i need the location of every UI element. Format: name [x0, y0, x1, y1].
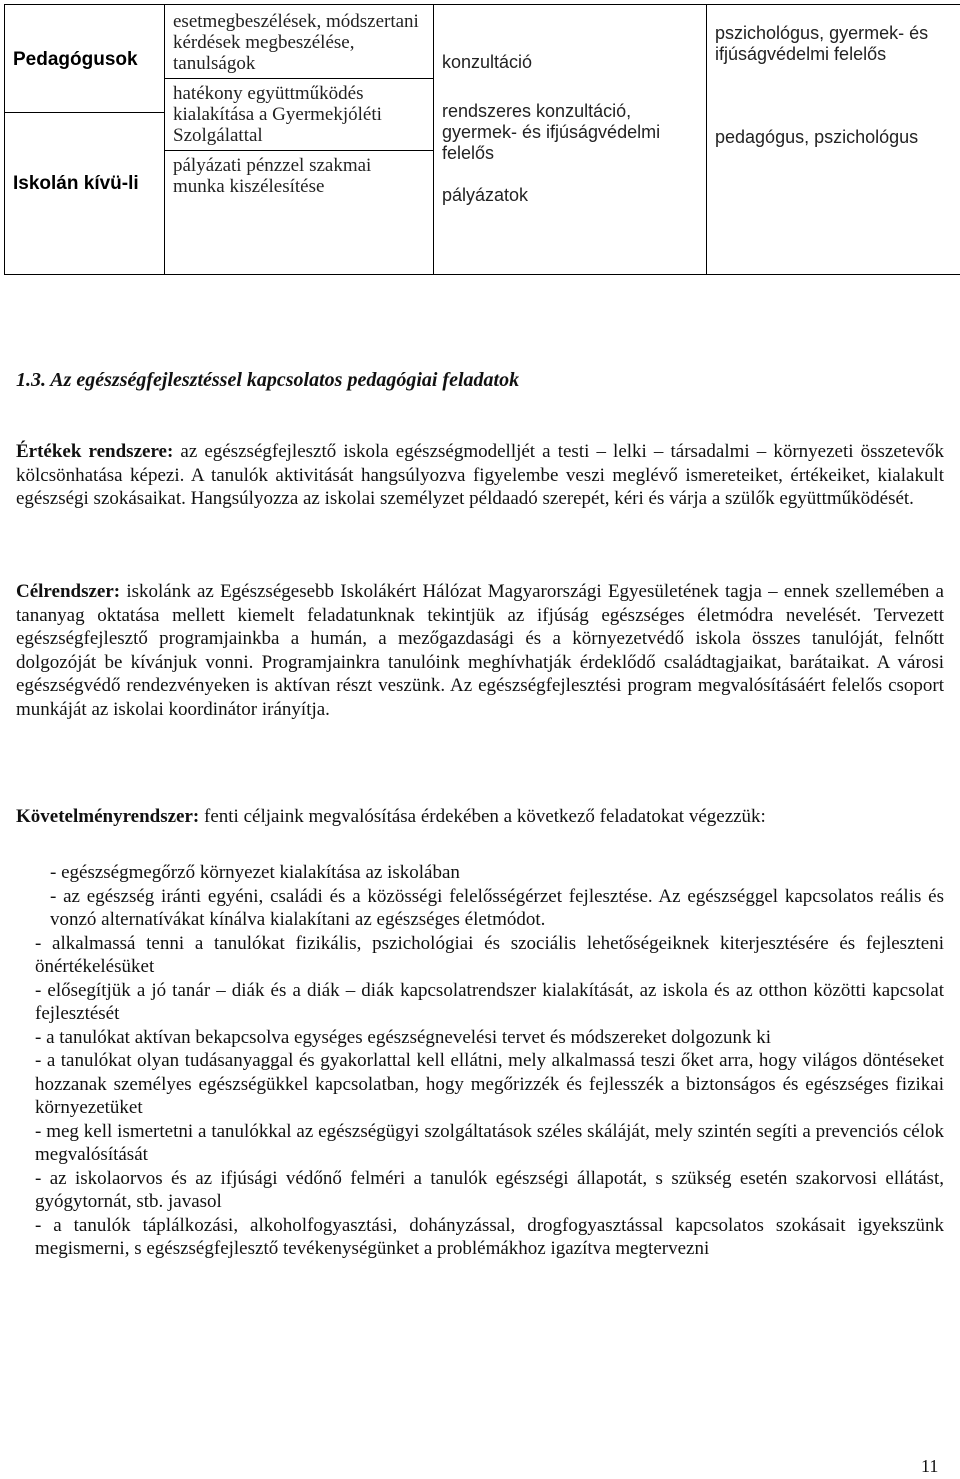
method-item: pályázatok	[442, 185, 529, 205]
goals-text: iskolánk az Egészségesebb Iskolákért Hálózat Magyarországi Egyesületének tagja – ennek szellemében a tananyag oktatása mellett kiemelt feladatunknak tekintjük az ifjúság egészséges életmódra nevelését. Tervezett egészségfejlesztő programjainkba a humán, a mezőgazdasági és a környezetvédő iskola összes tanulóját, felnőtt dolgozóját be kívánjuk vonni. Programjainkra tanulóink meghívhatják érdeklődő családtagjaikat, barátaikat. A városi egészségvédő rendezvényeken is aktívan részt veszünk. Az egészségfejlesztési program megvalósításáért felelős csoport munkáját az iskolai koordinátor irányítja.	[16, 581, 944, 720]
table-cell-responsible	[707, 5, 960, 275]
responsibility-table	[4, 4, 960, 275]
list-item: - a tanulók táplálkozási, alkoholfogyasztási, dohányzással, drogfogyasztással kapcsolatos szokásait igyekszünk megismerni, s egészségfejlesztő tevékenységünket a problémákhoz igazítva megtervezni	[35, 1214, 944, 1259]
responsible-item: pedagógus, pszichológus	[715, 127, 919, 147]
list-item: - a tanulókat olyan tudásanyaggal és gyakorlattal kell ellátni, mely alkalmassá teszi őket arra, hogy világos döntéseket hozzanak személyes egészségükkel kapcsolatban, hogy megőrizzék és fejlesszék a biztonságos és egészséges fizikai környezetüket	[35, 1050, 944, 1118]
table-cell-methods	[434, 5, 707, 275]
page-number: 11	[921, 1456, 939, 1476]
cell-divider	[165, 78, 433, 79]
requirements-label: Követelményrendszer:	[16, 806, 200, 827]
values-label: Értékek rendszere:	[16, 441, 174, 462]
section-heading: 1.3. Az egészségfejlesztéssel kapcsolatos pedagógiai feladatok	[16, 369, 520, 391]
paragraph-requirements	[16, 805, 944, 829]
values-text: az egészségfejlesztő iskola egészségmodelljét a testi – lelki – társadalmi – környezeti összetevők kölcsönhatása képezi. A tanulók aktivitását hangsúlyozva figyelembe veszi meglévő ismereteiket, értékeiket, kialakult egészségi szokásaikat. Hangsúlyozza az iskolai személyzet példaadó szerepét, kéri és várja a szülők együttműködését.	[16, 441, 944, 509]
list-item: - elősegítjük a jó tanár – diák és a diák – diák kapcsolatrendszer kialakítását, az iskola és az otthon közötti kapcsolat fejlesztését	[35, 979, 944, 1024]
table-cell-iskolan-kivul	[5, 113, 165, 275]
method-item: rendszeres konzultáció, gyermek- és ifjúságvédelmi felelős	[442, 101, 661, 163]
list-item: - meg kell ismertetni a tanulókkal az egészségügyi szolgáltatások széles skáláját, mely szintén segíti a prevenciós célok megvalósítását	[35, 1120, 944, 1165]
paragraph-goals	[16, 580, 944, 721]
row-header-iskolan-kivul: Iskolán kívü-li	[13, 173, 139, 194]
method-item: konzultáció	[442, 52, 533, 72]
list-item: - az iskolaorvos és az ifjúsági védőnő felméri a tanulók egészségi állapotát, s szükség esetén szakorvosi ellátást, gyógytornát, stb. javasol	[35, 1167, 944, 1212]
activity-item: esetmegbeszélések, módszertani kérdések megbeszélése, tanulságok	[173, 11, 419, 74]
table-cell-pedagogusok	[5, 5, 165, 113]
task-list	[16, 861, 944, 1261]
activity-item: hatékony együttműködés kialakítása a Gyermekjóléti Szolgálattal	[173, 83, 382, 146]
activity-item: pályázati pénzzel szakmai munka kiszélesítése	[173, 155, 372, 197]
row-header-pedagogusok: Pedagógusok	[13, 49, 138, 70]
responsible-item: pszichológus, gyermek- és ifjúságvédelmi felelős	[715, 23, 929, 64]
list-item: - alkalmassá tenni a tanulókat fizikális, pszichológiai és szociális lehetőségeiknek kiterjesztésére és fejleszteni önértékelésüket	[35, 932, 944, 977]
list-item: - egészségmegőrző környezet kialakítása az iskolában	[50, 862, 460, 883]
requirements-text: fenti céljaink megvalósítása érdekében a következő feladatokat végezzük:	[199, 806, 766, 827]
table-cell-activities	[165, 5, 434, 275]
list-item: - az egészség iránti egyéni, családi és a közösségi felelősségérzet fejlesztése. Az egészséggel kapcsolatos reális és vonzó alternatívákat kínálva kialakítani az egészséges életmódot.	[50, 885, 944, 930]
list-item: - a tanulókat aktívan bekapcsolva egységes egészségnevelési tervet és módszereket dolgozunk ki	[35, 1026, 771, 1048]
goals-label: Célrendszer:	[16, 581, 121, 602]
paragraph-values	[16, 440, 944, 511]
cell-divider	[165, 150, 433, 151]
